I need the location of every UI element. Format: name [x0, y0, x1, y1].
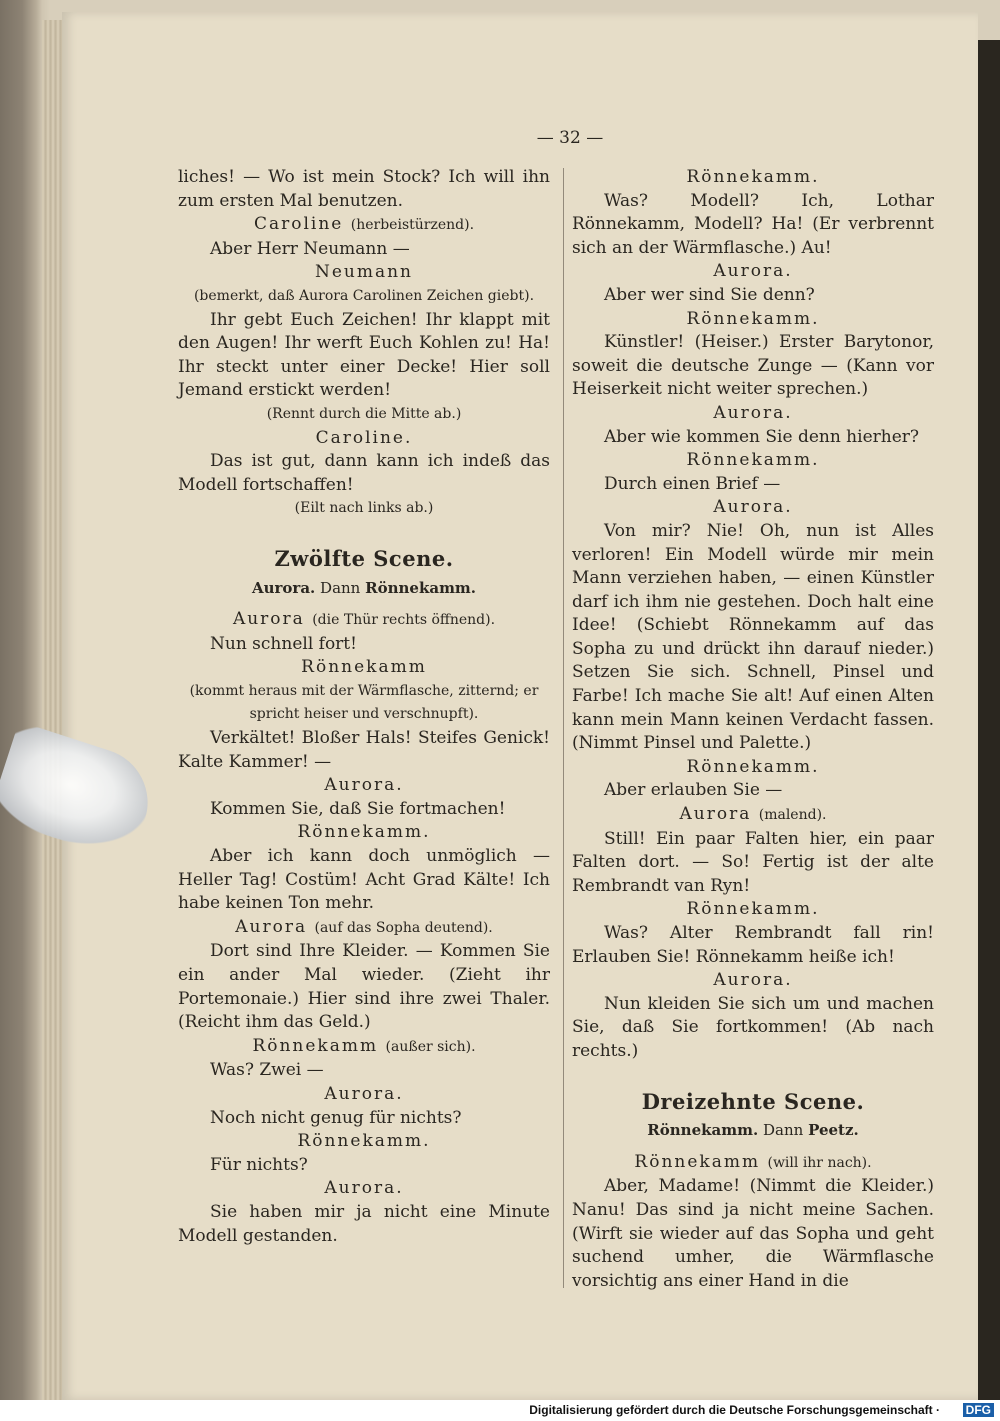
dialogue-text: Noch nicht genug für nichts? — [210, 1107, 462, 1128]
dialogue-text: Von mir? Nie! Oh, nun ist Alles verloren! Ein Modell würde mir mein Mann verziehen haben, — einen Künstler darf ich ihm nie gestehen. Doch halt eine Idee! (Schiebt Rönnekamm auf das Sopha zu und drückt ihn darauf nieder.) Setzen Sie sich. Schnell, Pinsel und Farbe! Ich mache Sie alt! Auf einen Alten kann mein Mann keinen Verdacht fassen. (Nimmt Pinsel und Palette.) — [572, 520, 934, 754]
stage-direction: (malend). — [758, 807, 827, 824]
cast-name: Aurora. — [251, 578, 316, 597]
speaker-name: Rönnekamm — [634, 1151, 761, 1172]
dialogue-text: Durch einen Brief — — [604, 473, 781, 494]
dfg-logo: DFG — [963, 1403, 994, 1417]
cast-connector: Dann — [320, 578, 361, 597]
speaker-name: Rönnekamm. — [686, 308, 820, 329]
speaker-heading — [178, 1035, 550, 1060]
speaker-heading — [572, 803, 934, 828]
speaker-heading — [572, 402, 934, 426]
dialogue-text: Kommen Sie, daß Sie fortmachen! — [210, 798, 506, 819]
speaker-name: Rönnekamm — [252, 1035, 379, 1056]
speaker-name: Rönnekamm. — [297, 1131, 431, 1152]
dialogue-text: Aber ich kann doch unmöglich — Heller Tag! Costüm! Acht Grad Kälte! Ich habe keinen Ton mehr. — [178, 846, 550, 914]
speaker-heading — [178, 608, 550, 633]
speaker-heading — [572, 449, 934, 473]
speaker-name: Aurora — [679, 804, 752, 825]
dialogue-text: Für nichts? — [210, 1154, 308, 1175]
dialogue-text: Verkältet! Bloßer Hals! Steifes Genick! Kalte Kammer! — — [178, 728, 550, 772]
left-column — [178, 166, 550, 1248]
speaker-heading — [178, 213, 550, 238]
speaker-name: Caroline — [253, 214, 344, 235]
speaker-name: Aurora. — [324, 775, 404, 796]
dialogue-text: Aber Herr Neumann — — [210, 238, 410, 259]
stage-direction: (außer sich). — [385, 1038, 476, 1055]
scene-title: Dreizehnte Scene. — [641, 1088, 865, 1114]
footer-bar — [0, 1400, 1000, 1421]
dialogue-text: Nun kleiden Sie sich um und machen Sie, daß Sie fortkommen! (Ab nach rechts.) — [572, 993, 934, 1061]
stage-direction: (kommt heraus mit der Wärmflasche, zitternd; er spricht heiser und verschnupft). — [189, 682, 539, 723]
dialogue-text: Dort sind Ihre Kleider. — Kommen Sie ein ander Mal wieder. (Zieht ihr Portemonaie.) Hier sind ihre zwei Thaler. (Reicht ihm das Geld.) — [178, 941, 550, 1033]
speaker-heading — [178, 1130, 550, 1154]
speaker-name: Rönnekamm. — [297, 822, 431, 843]
speaker-name: Aurora — [235, 916, 308, 937]
dialogue-text: liches! — Wo ist mein Stock? Ich will ihn zum ersten Mal benutzen. — [178, 167, 550, 211]
speaker-name: Caroline. — [315, 427, 413, 448]
speaker-heading — [572, 756, 934, 780]
speaker-name: Neumann — [314, 262, 414, 283]
speaker-heading — [572, 496, 934, 520]
right-column — [572, 166, 934, 1293]
speaker-name: Aurora. — [713, 261, 793, 282]
cast-name: Rönnekamm. — [365, 578, 477, 597]
speaker-heading — [572, 260, 934, 284]
speaker-heading — [178, 1177, 550, 1201]
stage-direction: (will ihr nach). — [767, 1154, 872, 1171]
speaker-heading — [178, 774, 550, 798]
stage-direction: (herbeistürzend). — [350, 217, 475, 234]
speaker-name: Aurora. — [324, 1178, 404, 1199]
speaker-name: Aurora — [232, 609, 305, 630]
page-edge-stack — [42, 20, 64, 1400]
speaker-heading — [178, 656, 550, 680]
scan-border — [978, 40, 1000, 1400]
dialogue-text: Aber wie kommen Sie denn hierher? — [604, 426, 920, 447]
footer-credit: Digitalisierung gefördert durch die Deutsche Forschungsgemeinschaft · — [529, 1403, 940, 1417]
speaker-name: Rönnekamm. — [686, 756, 820, 777]
scene-cast — [572, 1119, 934, 1143]
speaker-name: Rönnekamm — [301, 657, 427, 678]
dialogue-text: Ihr gebt Euch Zeichen! Ihr klappt mit den Augen! Ihr werft Euch Kohlen zu! Ha! Ihr steckt unter einer Decke! Hier soll Jemand erstickt werden! — [178, 309, 550, 401]
cast-name: Rönnekamm. — [647, 1121, 759, 1140]
speaker-heading — [572, 969, 934, 993]
dialogue-text: Das ist gut, dann kann ich indeß das Modell fortschaffen! — [178, 451, 550, 495]
page-number: — 32 — — [536, 128, 604, 148]
speaker-heading — [178, 427, 550, 451]
speaker-name: Rönnekamm. — [686, 899, 820, 920]
dialogue-text: Aber, Madame! (Nimmt die Kleider.) Nanu! Das sind ja nicht meine Sachen. (Wirft sie wieder auf das Sopha und geht suchend umher, die Wärmflasche vorsichtig ans einer Hand in die — [572, 1176, 934, 1291]
stage-direction: (die Thür rechts öffnend). — [312, 612, 496, 629]
dialogue-text: Aber wer sind Sie denn? — [604, 284, 815, 305]
speaker-name: Aurora. — [713, 402, 793, 423]
dialogue-text: Was? Modell? Ich, Lothar Rönnekamm, Modell? Ha! (Er verbrennt sich an der Wärmflasche.) Au! — [572, 190, 934, 258]
scene-title: Zwölfte Scene. — [274, 545, 454, 571]
stage-direction: (bemerkt, daß Aurora Carolinen Zeichen giebt). — [193, 287, 535, 304]
cast-connector: Dann — [762, 1121, 804, 1140]
dialogue-text: Was? Zwei — — [210, 1060, 324, 1081]
speaker-heading — [572, 308, 934, 332]
speaker-heading — [572, 1151, 934, 1176]
dialogue-text: Nun schnell fort! — [210, 633, 357, 654]
dialogue-text: Sie haben mir ja nicht eine Minute Modell gestanden. — [178, 1201, 550, 1246]
speaker-heading — [178, 261, 550, 285]
dialogue-text: Still! Ein paar Falten hier, ein paar Falten dort. — So! Fertig ist der alte Rembrandt van Ryn! — [572, 828, 934, 896]
speaker-name: Aurora. — [324, 1083, 404, 1104]
stage-direction: (auf das Sopha deutend). — [314, 919, 493, 936]
column-divider — [563, 168, 564, 1288]
stage-direction: (Rennt durch die Mitte ab.) — [266, 405, 462, 422]
speaker-heading — [178, 916, 550, 941]
dialogue-text: Aber erlauben Sie — — [604, 780, 783, 801]
dialogue-text: Künstler! (Heiser.) Erster Barytonor, soweit die deutsche Zunge — (Kann vor Heiserkeit nicht weiter sprechen.) — [572, 332, 934, 400]
speaker-name: Rönnekamm. — [686, 450, 820, 471]
speaker-heading — [572, 898, 934, 922]
speaker-name: Rönnekamm. — [686, 167, 820, 187]
dialogue-text: Was? Alter Rembrandt fall rin! Erlauben Sie! Rönnekamm heiße ich! — [572, 923, 934, 967]
speaker-heading — [178, 1083, 550, 1107]
speaker-heading — [572, 166, 934, 190]
speaker-name: Aurora. — [713, 497, 793, 518]
speaker-name: Aurora. — [713, 970, 793, 991]
cast-name: Peetz. — [808, 1121, 859, 1140]
scene-cast — [178, 577, 550, 601]
stage-direction: (Eilt nach links ab.) — [294, 500, 434, 517]
speaker-heading — [178, 821, 550, 845]
